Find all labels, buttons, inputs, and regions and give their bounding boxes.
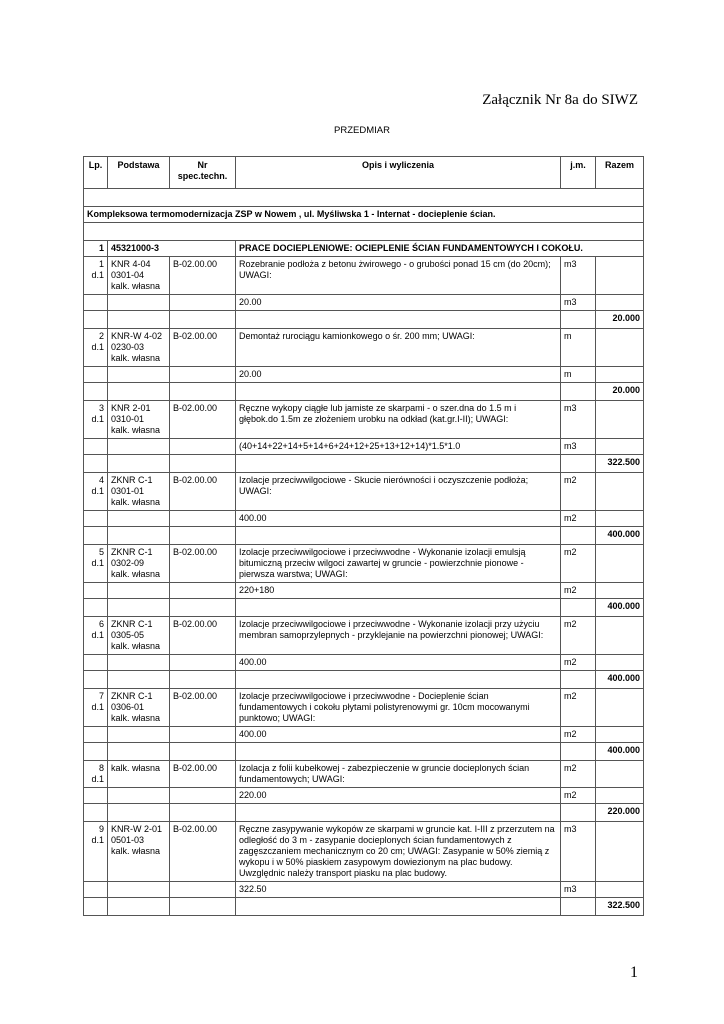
- calc-empty: [108, 583, 170, 599]
- col-jm-header: j.m.: [561, 157, 596, 189]
- item-podstawa: ZKNR C-1 0302-09 kalk. własna: [108, 545, 170, 583]
- sum-empty: [84, 527, 108, 545]
- calc-empty: [84, 727, 108, 743]
- project-title: Kompleksowa termomodernizacja ZSP w Nowem , ul. Myśliwska 1 - Internat - docieplenie ścian.: [84, 207, 644, 223]
- item-unit: m2: [561, 545, 596, 583]
- sum-empty: [561, 455, 596, 473]
- item-spec: B-02.00.00: [170, 822, 236, 882]
- calc-empty: [84, 882, 108, 898]
- item-description: Izolacje przeciwwilgociowe i przeciwwodne - Docieplenie ścian fundamentowych i cokołu płytami polistyrenowymi gr. 10cm mocowanymi punktowo; UWAGI:: [236, 689, 561, 727]
- sum-empty: [170, 527, 236, 545]
- calc-unit: m2: [561, 511, 596, 527]
- calc-empty: [170, 367, 236, 383]
- project-row: [84, 207, 644, 223]
- col-razem-header: Razem: [596, 157, 644, 189]
- calc-empty: [108, 439, 170, 455]
- page-number: 1: [630, 964, 638, 981]
- sum-empty: [170, 455, 236, 473]
- sum-empty: [170, 743, 236, 761]
- calc-empty: [84, 511, 108, 527]
- item-podstawa: KNR-W 4-02 0230-03 kalk. własna: [108, 329, 170, 367]
- sum-empty: [236, 527, 561, 545]
- item-description: Izolacje przeciwwilgociowe - Skucie nierówności i oczyszczenie podłoża; UWAGI:: [236, 473, 561, 511]
- item-podstawa: KNR 4-04 0301-04 kalk. własna: [108, 257, 170, 295]
- item-row: [84, 545, 644, 583]
- item-empty: [596, 617, 644, 655]
- sum-row: [84, 898, 644, 916]
- item-spec: B-02.00.00: [170, 617, 236, 655]
- przedmiar-table: [83, 156, 644, 916]
- sum-empty: [236, 455, 561, 473]
- calc-row: [84, 295, 644, 311]
- calc-empty: [170, 788, 236, 804]
- sum-empty: [84, 455, 108, 473]
- item-podstawa: KNR-W 2-01 0501-03 kalk. własna: [108, 822, 170, 882]
- item-row: [84, 257, 644, 295]
- item-lp: 5 d.1: [84, 545, 108, 583]
- item-spec: B-02.00.00: [170, 401, 236, 439]
- calc-unit: m3: [561, 439, 596, 455]
- item-podstawa: ZKNR C-1 0301-01 kalk. własna: [108, 473, 170, 511]
- sum-empty: [84, 804, 108, 822]
- item-lp: 1 d.1: [84, 257, 108, 295]
- col-lp-header: Lp.: [84, 157, 108, 189]
- item-total: 220.000: [596, 804, 644, 822]
- calc-empty: [84, 655, 108, 671]
- item-total: 400.000: [596, 671, 644, 689]
- calc-empty: [84, 439, 108, 455]
- item-description: Izolacja z folii kubełkowej - zabezpieczenie w gruncie docieplonych ścian fundamentowych; UWAGI:: [236, 761, 561, 788]
- item-lp: 9 d.1: [84, 822, 108, 882]
- item-lp: 2 d.1: [84, 329, 108, 367]
- sum-empty: [108, 311, 170, 329]
- calc-row: [84, 583, 644, 599]
- sum-empty: [561, 671, 596, 689]
- sum-empty: [108, 599, 170, 617]
- item-spec: B-02.00.00: [170, 473, 236, 511]
- calc-empty: [108, 727, 170, 743]
- item-row: [84, 761, 644, 788]
- sum-empty: [170, 898, 236, 916]
- sum-empty: [236, 898, 561, 916]
- calc-unit: m: [561, 367, 596, 383]
- calc-unit: m2: [561, 727, 596, 743]
- sum-empty: [84, 743, 108, 761]
- calc-empty: [84, 788, 108, 804]
- sum-row: [84, 455, 644, 473]
- calc-empty: [170, 882, 236, 898]
- item-description: Izolacje przeciwwilgociowe i przeciwwodne - Wykonanie izolacji emulsją bitumiczną przeciw wilgoci zawartej w gruncie - powierzchnie pionowe - pierwsza warstwa; UWAGI:: [236, 545, 561, 583]
- calc-unit: m3: [561, 882, 596, 898]
- item-podstawa: kalk. własna: [108, 761, 170, 788]
- sum-empty: [84, 599, 108, 617]
- calc-row: [84, 788, 644, 804]
- calc-row: [84, 655, 644, 671]
- calc-empty: [596, 882, 644, 898]
- item-spec: B-02.00.00: [170, 257, 236, 295]
- item-total: 400.000: [596, 743, 644, 761]
- calc-empty: [108, 655, 170, 671]
- sum-row: [84, 671, 644, 689]
- item-row: [84, 401, 644, 439]
- item-empty: [596, 401, 644, 439]
- sum-empty: [561, 527, 596, 545]
- item-row: [84, 329, 644, 367]
- calc-empty: [596, 788, 644, 804]
- sum-empty: [236, 599, 561, 617]
- calc-empty: [596, 727, 644, 743]
- item-empty: [596, 257, 644, 295]
- calc-row: [84, 882, 644, 898]
- sum-empty: [170, 311, 236, 329]
- col-nr-header: Nr spec.techn.: [170, 157, 236, 189]
- calc-empty: [170, 295, 236, 311]
- col-opis-header: Opis i wyliczenia: [236, 157, 561, 189]
- item-description: Demontaż rurociągu kamionkowego o śr. 200 mm; UWAGI:: [236, 329, 561, 367]
- calc-unit: m3: [561, 295, 596, 311]
- item-lp: 8 d.1: [84, 761, 108, 788]
- calc-unit: m2: [561, 583, 596, 599]
- sum-empty: [108, 383, 170, 401]
- calc-empty: [170, 439, 236, 455]
- calc-expression: 400.00: [236, 727, 561, 743]
- item-lp: 6 d.1: [84, 617, 108, 655]
- sum-row: [84, 743, 644, 761]
- sum-row: [84, 599, 644, 617]
- item-unit: m2: [561, 617, 596, 655]
- item-podstawa: KNR 2-01 0310-01 kalk. własna: [108, 401, 170, 439]
- sum-empty: [108, 804, 170, 822]
- item-empty: [596, 545, 644, 583]
- item-empty: [596, 761, 644, 788]
- annex-label: Załącznik Nr 8a do SIWZ: [482, 92, 638, 108]
- item-empty: [596, 473, 644, 511]
- item-total: 322.500: [596, 898, 644, 916]
- item-spec: B-02.00.00: [170, 761, 236, 788]
- sum-empty: [84, 383, 108, 401]
- item-total: 322.500: [596, 455, 644, 473]
- item-description: Izolacje przeciwwilgociowe i przeciwwodne - Wykonanie izolacji przy użyciu membran samoprzylepnych - przyklejanie na powierzchni pionowej; UWAGI:: [236, 617, 561, 655]
- document-title: PRZEDMIAR: [334, 125, 390, 136]
- sum-row: [84, 383, 644, 401]
- item-unit: m3: [561, 822, 596, 882]
- sum-empty: [561, 599, 596, 617]
- calc-empty: [84, 583, 108, 599]
- spacer-row: [84, 223, 644, 241]
- sum-row: [84, 804, 644, 822]
- item-description: Ręczne wykopy ciągłe lub jamiste ze skarpami - o szer.dna do 1.5 m i głębok.do 1.5m ze złożeniem urobku na odkład (kat.gr.I-II); UWAGI:: [236, 401, 561, 439]
- sum-empty: [84, 311, 108, 329]
- calc-empty: [108, 367, 170, 383]
- calc-row: [84, 439, 644, 455]
- spacer-row: [84, 189, 644, 207]
- table-body: [84, 189, 644, 916]
- calc-empty: [170, 727, 236, 743]
- item-empty: [596, 689, 644, 727]
- calc-empty: [108, 788, 170, 804]
- item-unit: m2: [561, 689, 596, 727]
- sum-empty: [84, 671, 108, 689]
- col-podstawa-header: Podstawa: [108, 157, 170, 189]
- calc-empty: [596, 655, 644, 671]
- sum-empty: [236, 804, 561, 822]
- calc-expression: 20.00: [236, 367, 561, 383]
- sum-empty: [108, 671, 170, 689]
- sum-empty: [108, 455, 170, 473]
- item-row: [84, 473, 644, 511]
- sum-empty: [170, 383, 236, 401]
- calc-row: [84, 511, 644, 527]
- sum-empty: [170, 671, 236, 689]
- sum-empty: [108, 898, 170, 916]
- sum-empty: [561, 311, 596, 329]
- sum-empty: [170, 599, 236, 617]
- sum-empty: [108, 527, 170, 545]
- calc-empty: [170, 511, 236, 527]
- sum-empty: [236, 671, 561, 689]
- item-lp: 3 d.1: [84, 401, 108, 439]
- item-total: 400.000: [596, 527, 644, 545]
- calc-empty: [596, 511, 644, 527]
- item-row: [84, 617, 644, 655]
- section-row: [84, 241, 644, 257]
- item-total: 20.000: [596, 311, 644, 329]
- sum-empty: [561, 743, 596, 761]
- item-empty: [596, 822, 644, 882]
- sum-row: [84, 311, 644, 329]
- sum-empty: [170, 804, 236, 822]
- item-row: [84, 689, 644, 727]
- item-description: Ręczne zasypywanie wykopów ze skarpami w gruncie kat. I-III z przerzutem na odległość do 3 m - zasypanie docieplonych ścian fundamentowych z zagęszczaniem mechanicznym co 20 cm; UWAGI: Zasypanie w 50% ziemią z wykopu i w 50% piaskiem zasypowym dowiezionym na plac budowy. Uwzględnic należy transport piasku na plac budowy.: [236, 822, 561, 882]
- calc-empty: [596, 295, 644, 311]
- item-total: 400.000: [596, 599, 644, 617]
- calc-expression: 322.50: [236, 882, 561, 898]
- item-unit: m2: [561, 473, 596, 511]
- header-row: [84, 157, 644, 189]
- item-empty: [596, 329, 644, 367]
- calc-row: [84, 367, 644, 383]
- section-title: PRACE DOCIEPLENIOWE: OCIEPLENIE ŚCIAN FUNDAMENTOWYCH I COKOŁU.: [236, 241, 644, 257]
- sum-empty: [561, 898, 596, 916]
- item-lp: 4 d.1: [84, 473, 108, 511]
- calc-expression: (40+14+22+14+5+14+6+24+12+25+13+12+14)*1.5*1.0: [236, 439, 561, 455]
- calc-expression: 20.00: [236, 295, 561, 311]
- sum-empty: [236, 743, 561, 761]
- calc-empty: [108, 882, 170, 898]
- section-code: 45321000-3: [108, 241, 236, 257]
- calc-empty: [108, 511, 170, 527]
- item-description: Rozebranie podłoża z betonu żwirowego - o grubości ponad 15 cm (do 20cm); UWAGI:: [236, 257, 561, 295]
- item-unit: m2: [561, 761, 596, 788]
- calc-empty: [84, 367, 108, 383]
- sum-row: [84, 527, 644, 545]
- calc-expression: 400.00: [236, 655, 561, 671]
- item-spec: B-02.00.00: [170, 329, 236, 367]
- item-podstawa: ZKNR C-1 0305-05 kalk. własna: [108, 617, 170, 655]
- item-row: [84, 822, 644, 882]
- calc-unit: m2: [561, 655, 596, 671]
- calc-row: [84, 727, 644, 743]
- item-spec: B-02.00.00: [170, 689, 236, 727]
- calc-empty: [596, 439, 644, 455]
- sum-empty: [236, 383, 561, 401]
- calc-empty: [108, 295, 170, 311]
- calc-empty: [596, 367, 644, 383]
- calc-empty: [596, 583, 644, 599]
- calc-unit: m2: [561, 788, 596, 804]
- item-total: 20.000: [596, 383, 644, 401]
- calc-expression: 220.00: [236, 788, 561, 804]
- section-lp: 1: [84, 241, 108, 257]
- sum-empty: [561, 383, 596, 401]
- sum-empty: [236, 311, 561, 329]
- item-spec: B-02.00.00: [170, 545, 236, 583]
- sum-empty: [561, 804, 596, 822]
- calc-expression: 220+180: [236, 583, 561, 599]
- item-unit: m3: [561, 257, 596, 295]
- calc-empty: [170, 583, 236, 599]
- item-unit: m: [561, 329, 596, 367]
- sum-empty: [84, 898, 108, 916]
- sum-empty: [108, 743, 170, 761]
- item-lp: 7 d.1: [84, 689, 108, 727]
- calc-empty: [170, 655, 236, 671]
- calc-empty: [84, 295, 108, 311]
- item-podstawa: ZKNR C-1 0306-01 kalk. własna: [108, 689, 170, 727]
- calc-expression: 400.00: [236, 511, 561, 527]
- item-unit: m3: [561, 401, 596, 439]
